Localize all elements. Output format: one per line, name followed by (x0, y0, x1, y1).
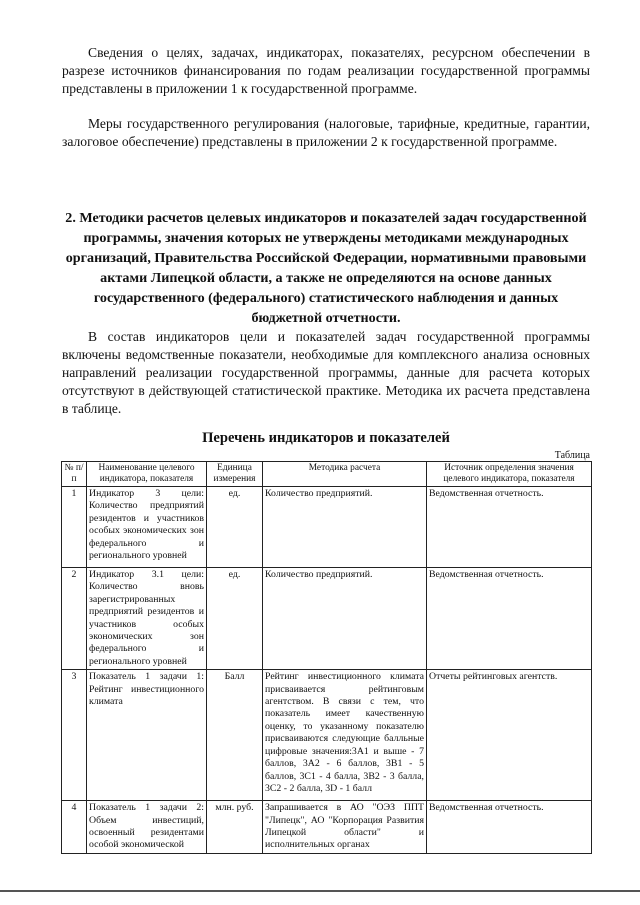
intro-paragraph-1-text: Сведения о целях, задачах, индикаторах, показателях, ресурсном обеспечении в разрезе источников финансирования по годам реализации государственной программы представлены в приложении 1 к государственной программе. (62, 45, 590, 96)
row-method: Запрашивается в АО "ОЭЗ ППТ "Липецк", АО "Корпорация Развития Липецкой области" и исполнительных органах (263, 801, 427, 854)
row-num: 4 (62, 801, 87, 854)
table-row (62, 487, 592, 568)
row-source: Ведомственная отчетность. (427, 568, 592, 670)
header-name: Наименование целевого индикатора, показателя (87, 462, 207, 487)
row-method: Количество предприятий. (263, 568, 427, 670)
row-unit: Балл (207, 670, 263, 801)
table-caption: Таблица (554, 450, 590, 461)
row-source: Отчеты рейтинговых агентств. (427, 670, 592, 801)
table-row (62, 670, 592, 801)
row-unit: ед. (207, 568, 263, 670)
section-heading: 2. Методики расчетов целевых индикаторов и показателей задач государственной программы, значения которых не утверждены методиками международных организаций, Правительства Российской Федерации, нормативными правовыми актами Липецкой области, а также не определяются на основе данных государственного (федерального) статистического наблюдения и данных бюджетной отчетности. (65, 210, 587, 326)
header-source: Источник определения значения целевого индикатора, показателя (427, 462, 592, 487)
row-source: Ведомственная отчетность. (427, 801, 592, 854)
header-num: № п/п (62, 462, 87, 487)
intro-paragraph-2-text: Меры государственного регулирования (налоговые, тарифные, кредитные, гарантии, залоговое обеспечение) представлены в приложении 2 к государственной программе. (62, 116, 590, 149)
row-method: Рейтинг инвестиционного климата присваивается рейтинговым агентством. В связи с тем, что показатель имеет качественную оценку, то указанному показателю присваиваются следующие балльные цифровые значения:3А1 и выше - 7 баллов, 3А2 - 6 баллов, 3В1 - 5 баллов, 3С1 - 4 балла, 3В2 - 3 балла, 3С2 - 2 балла, 3D - 1 балл (263, 670, 427, 801)
row-unit: ед. (207, 487, 263, 568)
row-source: Ведомственная отчетность. (427, 487, 592, 568)
section-paragraph (62, 328, 590, 418)
intro-paragraph-2 (62, 115, 590, 151)
row-num: 1 (62, 487, 87, 568)
header-method: Методика расчета (263, 462, 427, 487)
row-name: Индикатор 3 цели: Количество предприятий резидентов и участников особых экономических зон федерального и регионального уровней (87, 487, 207, 568)
row-num: 3 (62, 670, 87, 801)
table-title: Перечень индикаторов и показателей (202, 430, 450, 446)
table-row (62, 568, 592, 670)
row-unit: млн. руб. (207, 801, 263, 854)
row-name: Показатель 1 задачи 1: Рейтинг инвестиционного климата (87, 670, 207, 801)
header-unit: Единица измерения (207, 462, 263, 487)
row-name: Индикатор 3.1 цели: Количество вновь зарегистрированных предприятий резидентов и участников особых экономических зон федерального и регионального уровней (87, 568, 207, 670)
table-header-row (62, 462, 592, 487)
row-name: Показатель 1 задачи 2: Объем инвестиций, освоенный резидентами особой экономической (87, 801, 207, 854)
row-num: 2 (62, 568, 87, 670)
section-paragraph-text: В состав индикаторов цели и показателей задач государственной программы включены ведомственные показатели, необходимые для комплексного анализа основных направлений реализации государственной программы, данные для расчета которых отсутствуют в действующей статистической практике. Методика их расчета представлена в таблице. (62, 329, 590, 416)
intro-paragraph-1 (62, 44, 590, 98)
table-row (62, 801, 592, 854)
row-method: Количество предприятий. (263, 487, 427, 568)
indicators-table (61, 461, 592, 854)
page-bottom-edge (0, 890, 640, 892)
